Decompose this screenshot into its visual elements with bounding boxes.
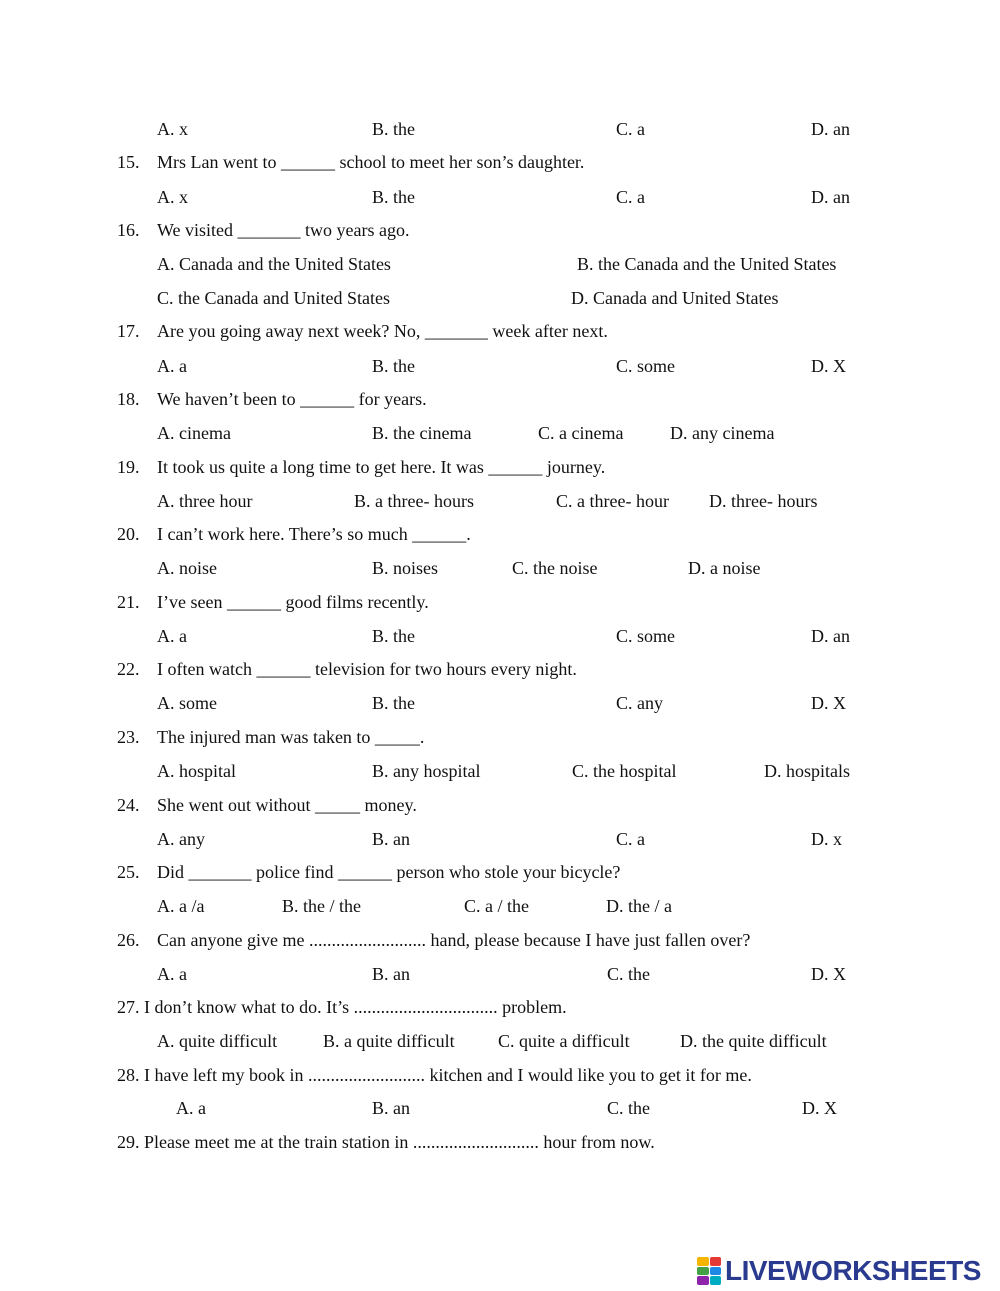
question-number: 18.	[117, 389, 140, 409]
option-c[interactable]: C. some	[616, 356, 676, 376]
question-stem: Did _______ police find ______ person who stole your bicycle?	[157, 862, 621, 882]
option-a[interactable]: A. x	[157, 187, 188, 207]
option-c[interactable]: C. the hospital	[572, 761, 677, 781]
option-a[interactable]: A. three hour	[157, 491, 253, 511]
option-c[interactable]: C. a / the	[464, 896, 529, 916]
option-b[interactable]: B. the cinema	[372, 423, 472, 443]
option-b[interactable]: B. an	[372, 1098, 410, 1118]
option-a[interactable]: A. a	[157, 964, 187, 984]
option-b[interactable]: B. the	[372, 356, 415, 376]
question-stem: I often watch ______ television for two hours every night.	[157, 659, 577, 679]
option-d[interactable]: D. the quite difficult	[680, 1031, 827, 1051]
option-d[interactable]: D. an	[811, 187, 850, 207]
option-b[interactable]: B. the	[372, 693, 415, 713]
option-b[interactable]: B. the	[372, 626, 415, 646]
question-stem: Are you going away next week? No, _______ week after next.	[157, 321, 608, 341]
option-b[interactable]: B. an	[372, 829, 410, 849]
question-29	[117, 1132, 655, 1152]
option-c[interactable]: C. some	[616, 626, 676, 646]
question-number: 21.	[117, 592, 140, 612]
logo-badge-icon	[697, 1257, 721, 1285]
option-d[interactable]: D. an	[811, 119, 850, 139]
option-d[interactable]: D. hospitals	[764, 761, 851, 781]
option-d[interactable]: D. a noise	[688, 558, 761, 578]
option-b[interactable]: B. noises	[372, 558, 439, 578]
option-c[interactable]: C. quite a difficult	[498, 1031, 630, 1051]
question-stem: Please meet me at the train station in ............................ hour from now.	[144, 1132, 655, 1152]
option-c[interactable]: C. a	[616, 829, 645, 849]
question-number: 22.	[117, 659, 140, 679]
option-b[interactable]: B. the Canada and the United States	[577, 254, 837, 274]
option-a[interactable]: A. a /a	[157, 896, 205, 916]
option-d[interactable]: D. X	[811, 964, 846, 984]
question-stem: Can anyone give me .......................... hand, please because I have just fallen over?	[157, 930, 751, 950]
question-number: 15.	[117, 152, 140, 172]
option-b[interactable]: B. an	[372, 964, 410, 984]
question-27	[117, 997, 567, 1017]
question-number: 20.	[117, 524, 140, 544]
option-b[interactable]: B. the / the	[282, 896, 361, 916]
option-d[interactable]: D. an	[811, 626, 850, 646]
option-c[interactable]: C. a cinema	[538, 423, 624, 443]
option-a[interactable]: A. x	[157, 119, 188, 139]
option-d[interactable]: D. x	[811, 829, 842, 849]
option-b[interactable]: B. a three- hours	[354, 491, 474, 511]
question-stem: She went out without _____ money.	[157, 795, 417, 815]
question-number: 16.	[117, 220, 140, 240]
option-a[interactable]: A. a	[176, 1098, 206, 1118]
option-a[interactable]: A. cinema	[157, 423, 231, 443]
question-stem: I have left my book in .......................... kitchen and I would like you to get it for me.	[144, 1065, 752, 1085]
question-number: 26.	[117, 930, 140, 950]
option-a[interactable]: A. some	[157, 693, 217, 713]
option-a[interactable]: A. hospital	[157, 761, 236, 781]
option-a[interactable]: A. a	[157, 356, 187, 376]
option-d[interactable]: D. the / a	[606, 896, 672, 916]
question-number: 23.	[117, 727, 140, 747]
question-number: 19.	[117, 457, 140, 477]
question-stem: I’ve seen ______ good films recently.	[157, 592, 429, 612]
option-c[interactable]: C. the noise	[512, 558, 598, 578]
option-c[interactable]: C. a	[616, 187, 645, 207]
option-d[interactable]: D. Canada and United States	[571, 288, 779, 308]
option-a[interactable]: A. a	[157, 626, 187, 646]
option-b[interactable]: B. any hospital	[372, 761, 481, 781]
question-number: 27.	[117, 997, 140, 1017]
option-a[interactable]: A. any	[157, 829, 205, 849]
question-stem: We visited _______ two years ago.	[157, 220, 410, 240]
option-d[interactable]: D. X	[802, 1098, 837, 1118]
question-stem: I can’t work here. There’s so much ______.	[157, 524, 471, 544]
option-c[interactable]: C. the	[607, 1098, 650, 1118]
option-a[interactable]: A. quite difficult	[157, 1031, 278, 1051]
option-d[interactable]: D. X	[811, 356, 846, 376]
question-stem: It took us quite a long time to get here. It was ______ journey.	[157, 457, 606, 477]
logo-text: LIVEWORKSHEETS	[725, 1255, 981, 1286]
option-b[interactable]: B. the	[372, 119, 415, 139]
question-number: 29.	[117, 1132, 140, 1152]
liveworksheets-logo	[697, 1254, 981, 1288]
option-c[interactable]: C. the Canada and United States	[157, 288, 390, 308]
question-number: 28.	[117, 1065, 140, 1085]
question-number: 17.	[117, 321, 140, 341]
question-stem: We haven’t been to ______ for years.	[157, 389, 427, 409]
question-number: 24.	[117, 795, 140, 815]
option-a[interactable]: A. noise	[157, 558, 217, 578]
question-28	[117, 1065, 752, 1085]
option-a[interactable]: A. Canada and the United States	[157, 254, 391, 274]
option-d[interactable]: D. X	[811, 693, 846, 713]
option-d[interactable]: D. any cinema	[670, 423, 775, 443]
option-b[interactable]: B. the	[372, 187, 415, 207]
option-c[interactable]: C. any	[616, 693, 663, 713]
question-stem: I don’t know what to do. It’s ................................ problem.	[144, 997, 567, 1017]
option-d[interactable]: D. three- hours	[709, 491, 818, 511]
option-c[interactable]: C. the	[607, 964, 650, 984]
question-stem: The injured man was taken to _____.	[157, 727, 425, 747]
question-number: 25.	[117, 862, 140, 882]
question-stem: Mrs Lan went to ______ school to meet her son’s daughter.	[157, 152, 585, 172]
option-c[interactable]: C. a three- hour	[556, 491, 669, 511]
option-b[interactable]: B. a quite difficult	[323, 1031, 455, 1051]
option-c[interactable]: C. a	[616, 119, 645, 139]
